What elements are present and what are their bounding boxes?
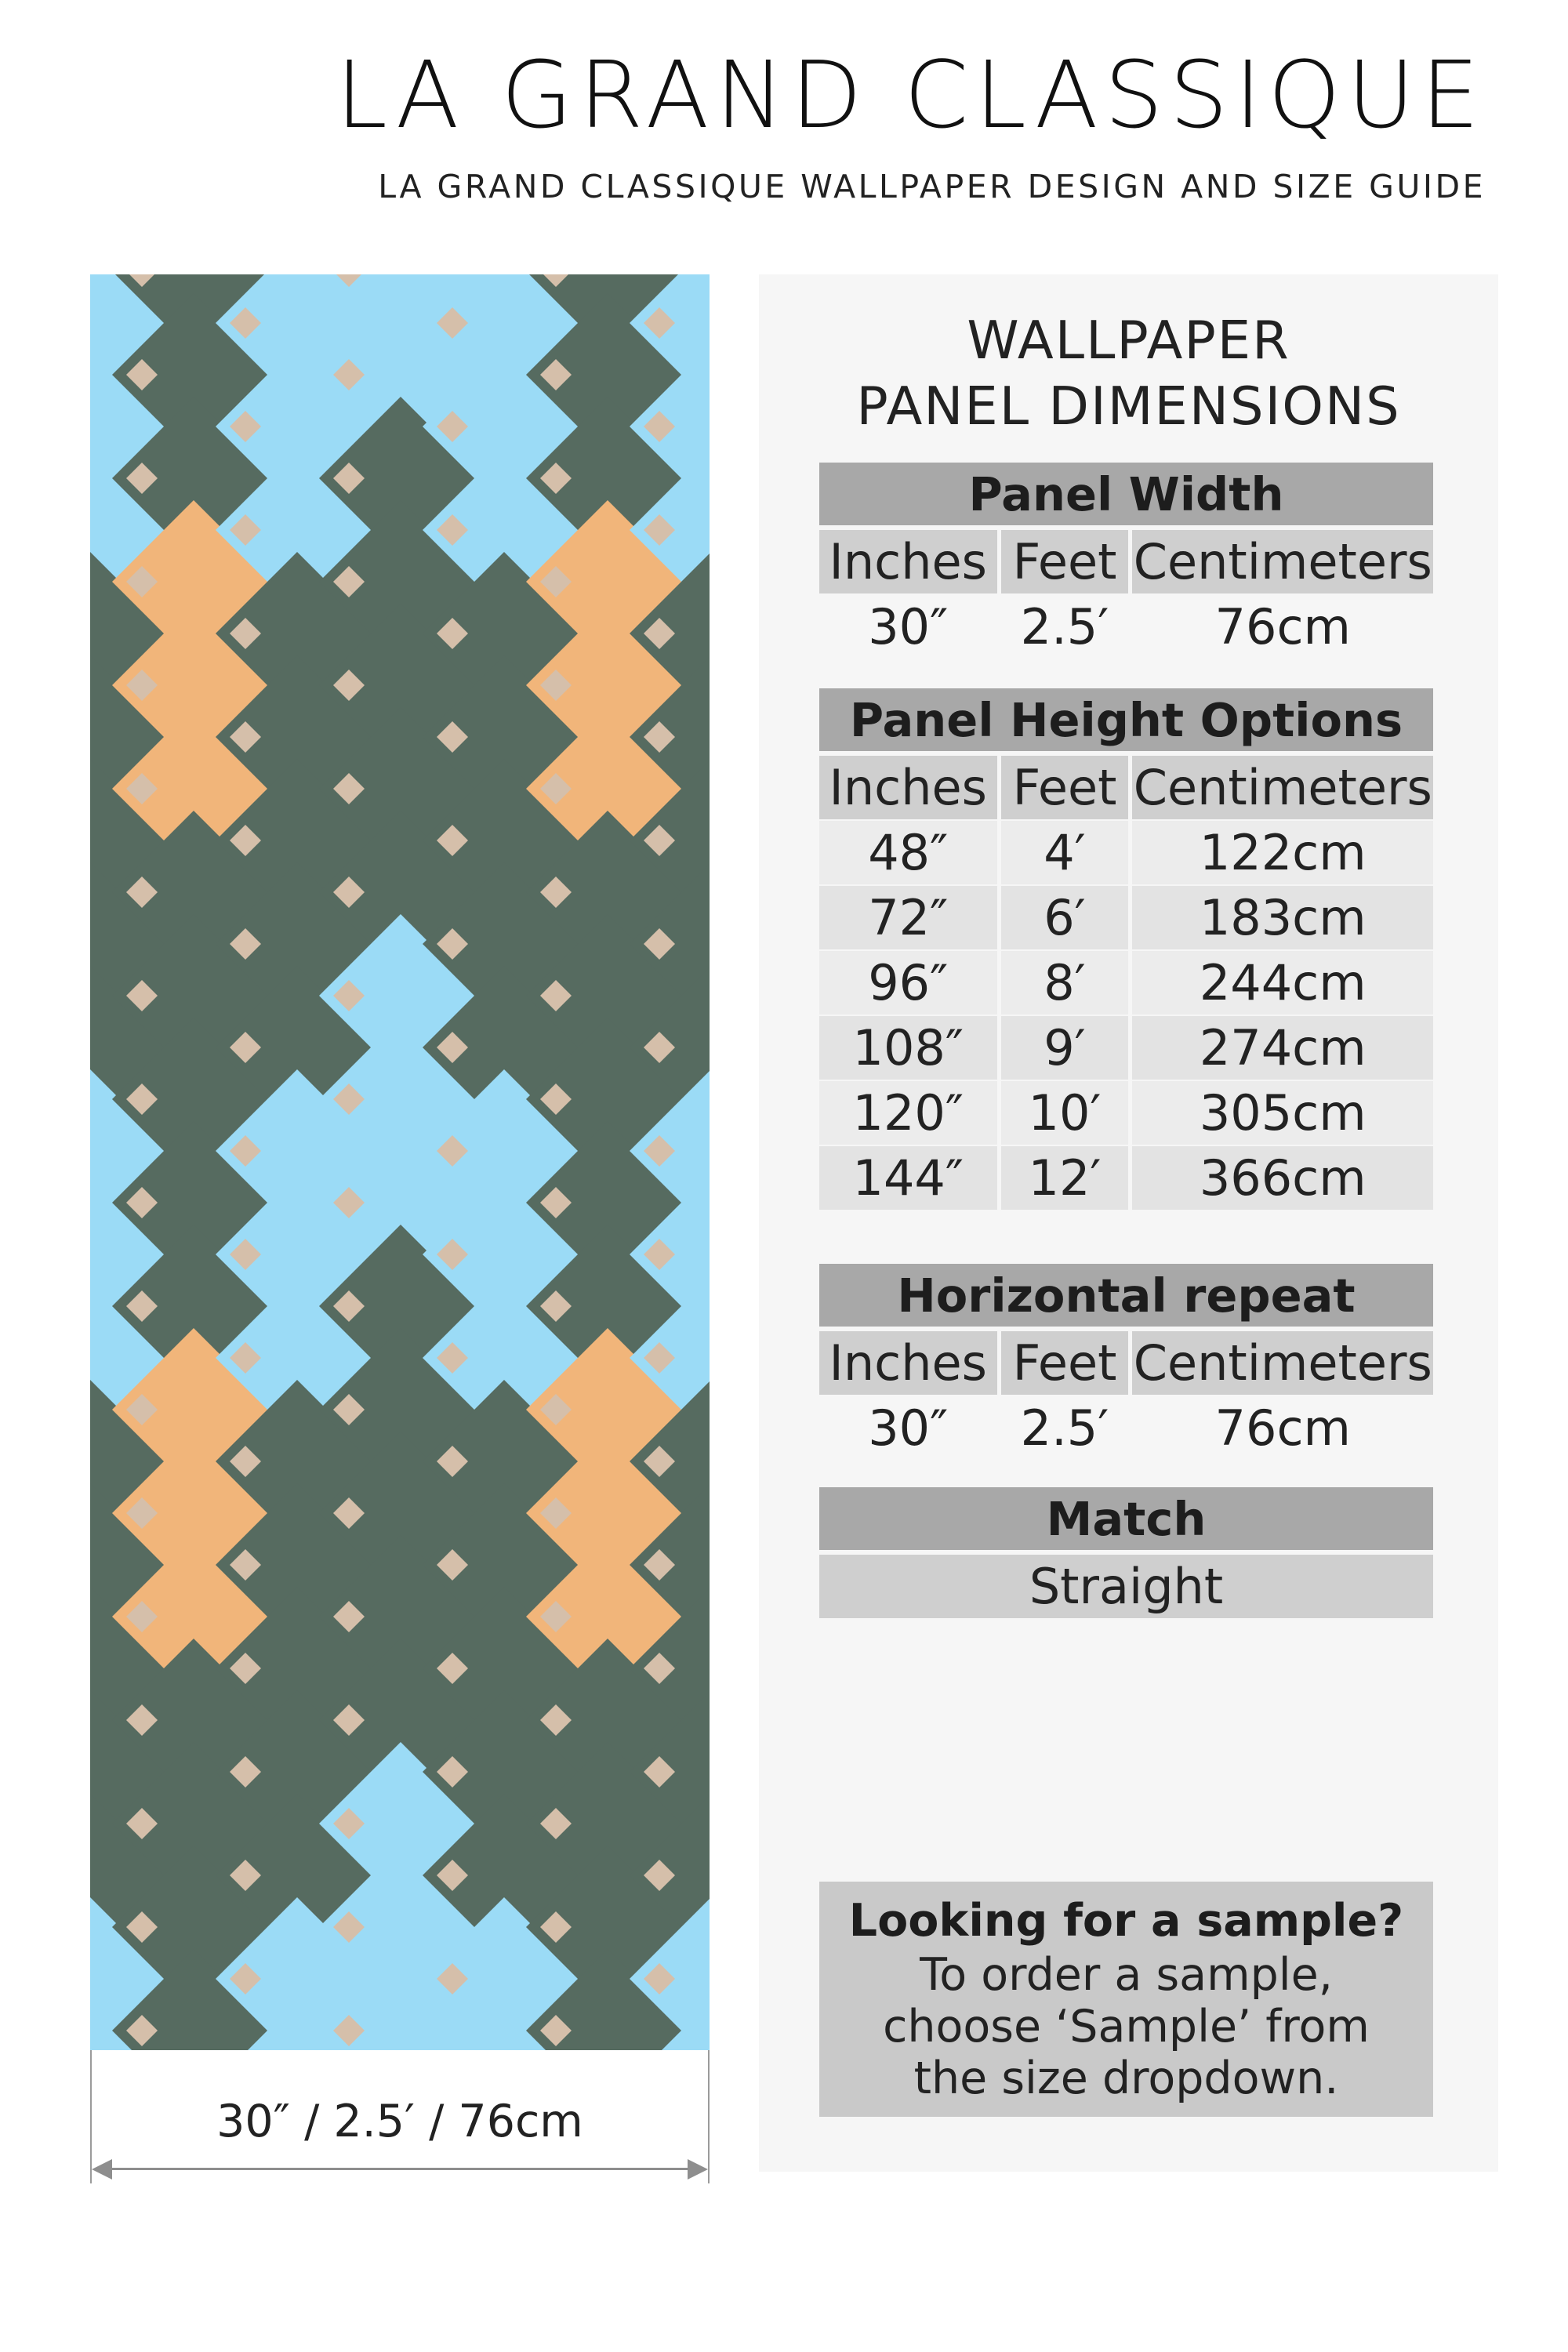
sample-body: To order a sample, choose ‘Sample’ from the size dropdown. (883, 1949, 1370, 2104)
table-cell: 12′ (1001, 1146, 1129, 1210)
table-row (819, 951, 1433, 1014)
table-cell: 10′ (1001, 1081, 1129, 1145)
column-header: Feet (1001, 530, 1129, 593)
table-row (819, 886, 1433, 949)
table-row (819, 821, 1433, 884)
column-header: Centimeters (1132, 1331, 1433, 1395)
measure-line (98, 2168, 702, 2170)
table-cell: 8′ (1001, 951, 1129, 1014)
panel-height-table (819, 688, 1433, 1211)
column-header-row (819, 1331, 1433, 1395)
width-measurement (90, 2050, 710, 2183)
horizontal-repeat-heading: Horizontal repeat (819, 1264, 1433, 1327)
table-cell: 108″ (819, 1016, 997, 1080)
table-cell: 122cm (1132, 821, 1433, 884)
match-value: Straight (819, 1555, 1433, 1618)
table-cell: 48″ (819, 821, 997, 884)
page-subtitle: LA GRAND CLASSIQUE WALLPAPER DESIGN AND SIZE GUIDE (378, 168, 1486, 205)
table-cell: 144″ (819, 1146, 997, 1210)
table-cell: 6′ (1001, 886, 1129, 949)
table-cell: 183cm (1132, 886, 1433, 949)
match-heading: Match (819, 1487, 1433, 1550)
table-cell: 30″ (868, 1399, 949, 1457)
page-title: LA GRAND CLASSIQUE (336, 41, 1486, 149)
column-header: Feet (1001, 1331, 1129, 1395)
panel-width-heading: Panel Width (819, 463, 1433, 525)
column-header: Inches (819, 1331, 997, 1395)
column-header: Centimeters (1132, 530, 1433, 593)
arrow-left-icon (92, 2159, 112, 2180)
table-cell: 2.5′ (1020, 598, 1109, 655)
table-row (819, 1016, 1433, 1080)
table-cell: 274cm (1132, 1016, 1433, 1080)
table-cell: 76cm (1214, 598, 1351, 655)
column-header: Inches (819, 756, 997, 819)
column-header: Centimeters (1132, 756, 1433, 819)
table-row (819, 1081, 1433, 1145)
dimensions-title: WALLPAPER PANEL DIMENSIONS (856, 310, 1401, 437)
table-cell: 72″ (819, 886, 997, 949)
table-cell: 366cm (1132, 1146, 1433, 1210)
table-cell: 30″ (868, 598, 949, 655)
table-cell: 96″ (819, 951, 997, 1014)
measure-label: 30″ / 2.5′ / 76cm (216, 2096, 583, 2147)
table-cell: 305cm (1132, 1081, 1433, 1145)
table-cell: 76cm (1214, 1399, 1351, 1457)
column-header: Inches (819, 530, 997, 593)
table-row (819, 1396, 1433, 1460)
column-header-row (819, 756, 1433, 819)
table-cell: 120″ (819, 1081, 997, 1145)
column-header: Feet (1001, 756, 1129, 819)
table-cell: 2.5′ (1020, 1399, 1109, 1457)
table-row (819, 595, 1433, 659)
dimensions-panel (759, 274, 1498, 2172)
table-cell: 9′ (1001, 1016, 1129, 1080)
panel-width-table (819, 463, 1433, 660)
horizontal-repeat-table (819, 1264, 1433, 1461)
sample-info-box (819, 1882, 1433, 2117)
table-cell: 4′ (1001, 821, 1129, 884)
wallpaper-pattern-preview (90, 274, 710, 2050)
column-header-row (819, 530, 1433, 593)
panel-height-heading: Panel Height Options (819, 688, 1433, 751)
arrow-right-icon (688, 2159, 708, 2180)
match-table (819, 1487, 1433, 1618)
table-cell: 244cm (1132, 951, 1433, 1014)
sample-heading: Looking for a sample? (848, 1895, 1404, 1947)
table-row (819, 1146, 1433, 1210)
